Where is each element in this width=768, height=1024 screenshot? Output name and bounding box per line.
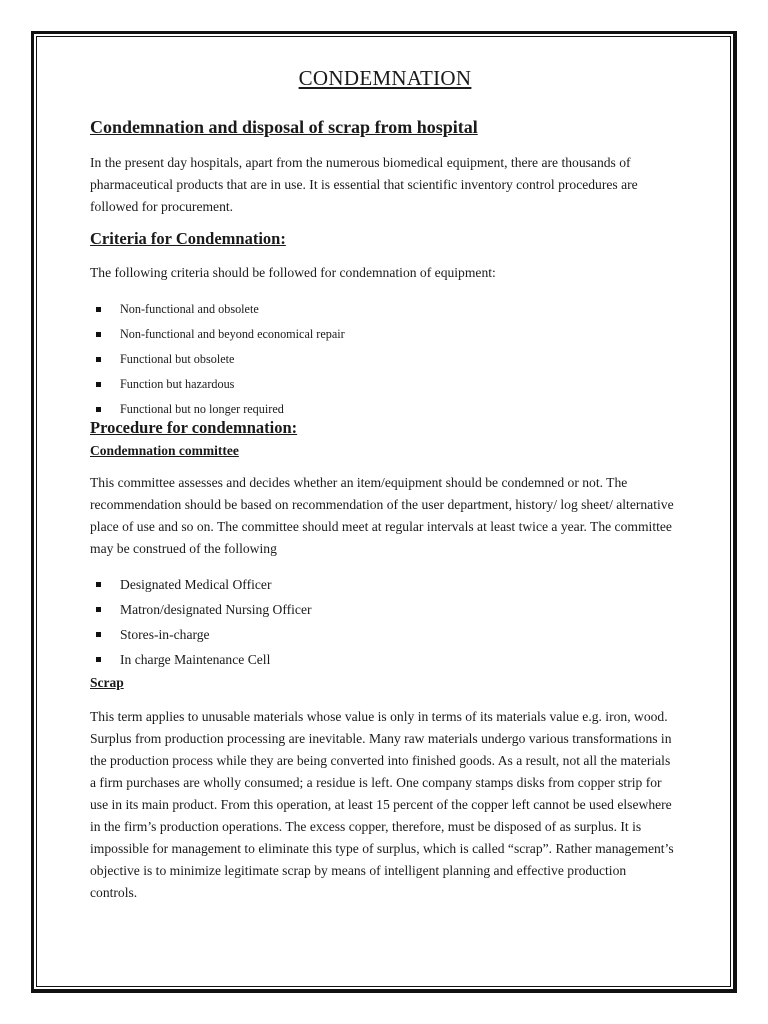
bullet-icon <box>96 357 101 362</box>
list-item: Stores-in-charge <box>90 622 312 647</box>
intro-paragraph: In the present day hospitals, apart from the numerous biomedical equipment, there are thousands of pharmaceutical products that are in use. It is essential that scientific inventory control procedures are followed for procurement. <box>90 155 638 214</box>
list-item: Function but hazardous <box>90 372 345 397</box>
bullet-icon <box>96 582 101 587</box>
bullet-icon <box>96 407 101 412</box>
committee-paragraph: This committee assesses and decides whether an item/equipment should be condemned or not. The recommendation should be based on recommendation of the user department, history/ log sheet/ alternative place of use and so on. The committee should meet at regular intervals at least twice a year. The committee may be construed of the following <box>90 475 674 556</box>
list-item: Matron/designated Nursing Officer <box>90 597 312 622</box>
committee-members-list <box>90 572 312 672</box>
bullet-icon <box>96 307 101 312</box>
list-item: Designated Medical Officer <box>90 572 312 597</box>
list-item: In charge Maintenance Cell <box>90 647 312 672</box>
scrap-heading: Scrap <box>90 675 124 690</box>
criteria-heading: Criteria for Condemnation: <box>90 229 286 248</box>
scrap-paragraph: This term applies to unusable materials whose value is only in terms of its materials value e.g. iron, wood. Surplus from production processing are inevitable. Many raw materials undergo various transformations in the production process while they are being converted into finished goods. As a result, not all the materials a firm purchases are wholly consumed; a residue is left. One company stamps disks from copper strip for use in its main product. From this operation, at least 15 percent of the copper left cannot be used elsewhere in the firm’s production operations. The excess copper, therefore, must be disposed of as surplus. It is impossible for management to eliminate this type of surplus, which is called “scrap”. Rather management’s objective is to minimize legitimate scrap by means of intelligent planning and effective production controls. <box>90 709 674 900</box>
list-item: Functional but obsolete <box>90 347 345 372</box>
list-item: Functional but no longer required <box>90 397 345 422</box>
section-heading-condemnation-disposal: Condemnation and disposal of scrap from hospital <box>90 117 478 137</box>
committee-heading: Condemnation committee <box>90 443 239 458</box>
criteria-intro: The following criteria should be followed for condemnation of equipment: <box>90 265 496 280</box>
procedure-heading: Procedure for condemnation: <box>90 418 298 437</box>
bullet-icon <box>96 382 101 387</box>
list-item: Non-functional and beyond economical repair <box>90 322 345 347</box>
list-item: Non-functional and obsolete <box>90 297 345 322</box>
page-title: CONDEMNATION <box>298 66 472 90</box>
bullet-icon <box>96 657 101 662</box>
bullet-icon <box>96 332 101 337</box>
bullet-icon <box>96 607 101 612</box>
bullet-icon <box>96 632 101 637</box>
criteria-list <box>90 297 345 422</box>
